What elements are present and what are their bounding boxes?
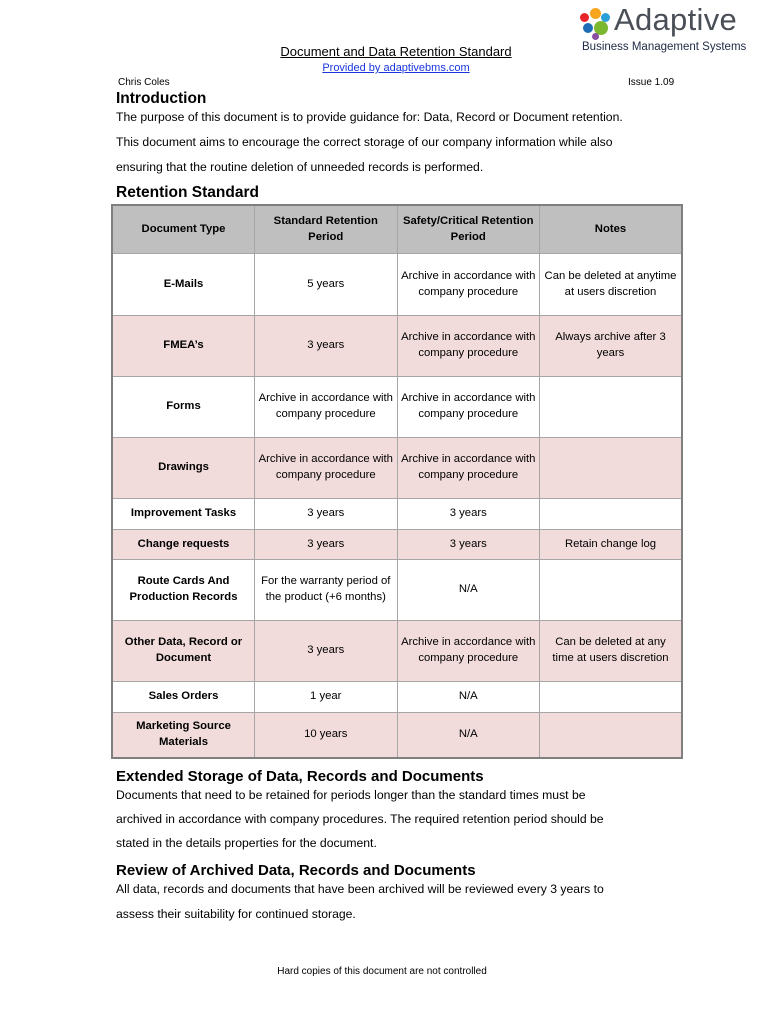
issue-number: Issue 1.09	[628, 77, 675, 88]
extended-storage-line-3: stated in the details properties for the document.	[116, 836, 377, 850]
notes-cell	[540, 377, 683, 438]
table-header-row	[112, 205, 682, 254]
notes-cell: Always archive after 3 years	[540, 316, 683, 377]
document-type-cell: Change requests	[112, 530, 255, 560]
review-line-1: All data, records and documents that have been archived will be reviewed every 3 years to	[116, 882, 604, 896]
standard-period-cell: 10 years	[255, 713, 398, 758]
document-type-cell: Improvement Tasks	[112, 499, 255, 530]
retention-table	[111, 204, 683, 759]
standard-period-cell: 3 years	[255, 530, 398, 560]
document-type-cell: Sales Orders	[112, 682, 255, 713]
logo-wordmark: Adaptive	[614, 2, 738, 37]
table-row	[112, 316, 682, 377]
table-row	[112, 560, 682, 621]
table-row	[112, 377, 682, 438]
column-header: Document Type	[112, 205, 255, 254]
notes-cell: Retain change log	[540, 530, 683, 560]
introduction-heading: Introduction	[116, 90, 207, 107]
notes-cell	[540, 499, 683, 530]
extended-storage-line-1: Documents that need to be retained for periods longer than the standard times must be	[116, 788, 586, 802]
extended-storage-line-2: archived in accordance with company procedures. The required retention period should be	[116, 812, 604, 826]
standard-period-cell: For the warranty period of the product (+6 months)	[255, 560, 398, 621]
table-row	[112, 499, 682, 530]
document-type-cell: Marketing Source Materials	[112, 713, 255, 758]
notes-cell	[540, 682, 683, 713]
safety-period-cell: Archive in accordance with company procedure	[397, 377, 540, 438]
introduction-line-3: ensuring that the routine deletion of unneeded records is performed.	[116, 160, 484, 174]
safety-period-cell: Archive in accordance with company procedure	[397, 621, 540, 682]
document-title: Document and Data Retention Standard	[280, 44, 512, 59]
table-row	[112, 438, 682, 499]
author-name: Chris Coles	[118, 77, 170, 88]
notes-cell	[540, 560, 683, 621]
document-type-cell: Drawings	[112, 438, 255, 499]
document-type-cell: E-Mails	[112, 254, 255, 316]
column-header: Safety/Critical Retention Period	[397, 205, 540, 254]
introduction-line-1: The purpose of this document is to provide guidance for: Data, Record or Document retention.	[116, 110, 623, 124]
safety-period-cell: N/A	[397, 713, 540, 758]
footer-note: Hard copies of this document are not controlled	[277, 966, 487, 977]
document-type-cell: Forms	[112, 377, 255, 438]
document-type-cell: FMEA’s	[112, 316, 255, 377]
standard-period-cell: Archive in accordance with company procedure	[255, 377, 398, 438]
safety-period-cell: Archive in accordance with company procedure	[397, 254, 540, 316]
safety-period-cell: Archive in accordance with company procedure	[397, 438, 540, 499]
table-row	[112, 621, 682, 682]
standard-period-cell: Archive in accordance with company procedure	[255, 438, 398, 499]
introduction-line-2: This document aims to encourage the correct storage of our company information while also	[116, 135, 613, 149]
table-row	[112, 530, 682, 560]
extended-storage-heading: Extended Storage of Data, Records and Documents	[116, 768, 484, 785]
table-row	[112, 713, 682, 758]
column-header: Standard Retention Period	[255, 205, 398, 254]
standard-period-cell: 1 year	[255, 682, 398, 713]
logo-dots-icon	[580, 8, 614, 40]
safety-period-cell: 3 years	[397, 530, 540, 560]
review-line-2: assess their suitability for continued storage.	[116, 907, 356, 921]
table-row	[112, 254, 682, 316]
logo-subtitle: Business Management Systems	[582, 41, 747, 53]
provider-link[interactable]: Provided by adaptivebms.com	[322, 62, 470, 74]
safety-period-cell: 3 years	[397, 499, 540, 530]
notes-cell	[540, 713, 683, 758]
standard-period-cell: 3 years	[255, 316, 398, 377]
document-type-cell: Other Data, Record or Document	[112, 621, 255, 682]
document-type-cell: Route Cards And Production Records	[112, 560, 255, 621]
table-row	[112, 682, 682, 713]
safety-period-cell: Archive in accordance with company procedure	[397, 316, 540, 377]
safety-period-cell: N/A	[397, 560, 540, 621]
notes-cell	[540, 438, 683, 499]
review-heading: Review of Archived Data, Records and Documents	[116, 862, 476, 879]
notes-cell: Can be deleted at anytime at users discretion	[540, 254, 683, 316]
column-header: Notes	[540, 205, 683, 254]
standard-period-cell: 5 years	[255, 254, 398, 316]
retention-heading: Retention Standard	[116, 184, 259, 201]
standard-period-cell: 3 years	[255, 499, 398, 530]
standard-period-cell: 3 years	[255, 621, 398, 682]
notes-cell: Can be deleted at any time at users discretion	[540, 621, 683, 682]
safety-period-cell: N/A	[397, 682, 540, 713]
